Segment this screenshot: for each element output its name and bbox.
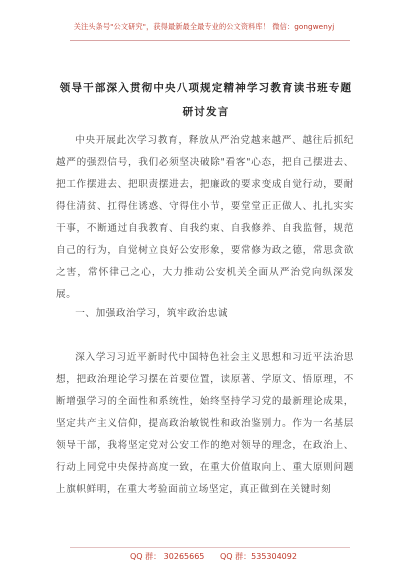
document-title-line2: 研讨发言 [182,106,230,118]
document-title-line1: 领导干部深入贯彻中央八项规定精神学习教育读书班专题 [59,82,353,94]
footer-qq-group-2: QQ 群：535304092 [220,552,297,561]
paragraph-section1: 深入学习习近平新时代中国特色社会主义思想和习近平法治思想，把政治理论学习摆在首要位置，读原著、学原文、悟原理，不断增强学习的全面性和系统性，始终坚持学习党的最新理论成果，坚定共产主义信仰，提高政治敏锐性和政治鉴别力。作为一名基层领导干部，我将坚定党对公安工作的绝对领导的理念，在政治上、行动上同党中央保持高度一致，在重大价值取向上、重大原则问题上旗帜鲜明，在重大考验面前立场坚定，真正做到在关键时刻 [56,352,354,495]
footer-qq-group-1: QQ 群： 30265665 [130,552,205,561]
section-heading: 一、加强政治学习，筑牢政治忠诚 [75,308,229,319]
paragraph-intro: 中央开展此次学习教育，释放从严治党越来越严、越往后抓纪越严的强烈信号，我们必须坚决破除"看客"心态，把自己摆进去、把工作摆进去、把职责摆进去，把廉政的要求变成自觉行动，要耐得住清贫、扛得住诱惑、守得住小节，要堂堂正正做人、扎扎实实干事，不断通过自我教育、自我约束、自我修养、自我监督，规范自己的行为，自觉树立良好公安形象，要常修为政之德，常思贪欲之害，常怀律己之心，大力推动公安机关全面从严治党向纵深发展。 [56,135,354,300]
header-banner: 关注头条号"公文研究"，获得最新最全最专业的公文资料库！ 微信：gongwenyj [73,22,335,31]
header-divider [70,40,350,41]
footer-divider [70,547,350,548]
